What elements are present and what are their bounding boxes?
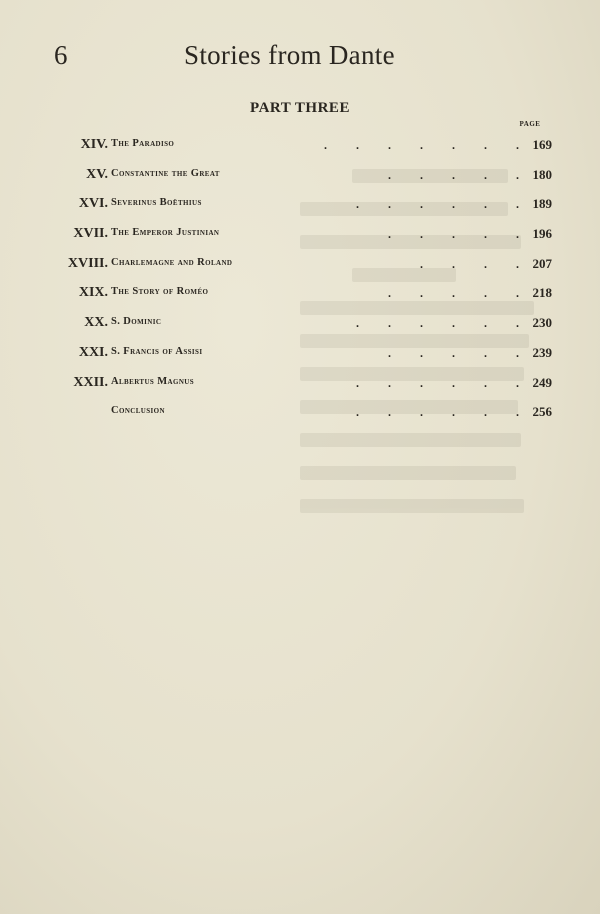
chapter-title: Severinus Boëthius: [111, 197, 202, 209]
chapter-title: The Story of Roméo: [111, 286, 209, 298]
chapter-numeral: XIV.: [80, 137, 108, 152]
chapter-numeral: XVII.: [73, 226, 108, 242]
chapter-title: The Paradiso: [111, 138, 175, 149]
page-ref: 239: [532, 344, 552, 360]
toc-entry: [0, 189, 600, 219]
dot-leader: . . . . . .: [356, 316, 520, 331]
chapter-title: Albertus Magnus: [111, 375, 195, 387]
page-ref: 218: [532, 285, 552, 301]
chapter-title: The Emperor Justinian: [111, 227, 220, 239]
dot-leader: . . . . . .: [356, 197, 520, 212]
chapter-numeral: XVI.: [78, 196, 108, 212]
dot-leader: . . . . .: [388, 345, 520, 360]
chapter-title: S. Dominic: [111, 316, 162, 328]
chapter-numeral: XXII.: [73, 374, 108, 390]
chapter-title: Conclusion: [111, 405, 165, 417]
chapter-numeral: XV.: [86, 166, 108, 182]
dot-leader: . . . . . .: [356, 375, 520, 390]
chapter-numeral: XX.: [84, 315, 108, 331]
dot-leader: . . . . .: [388, 167, 520, 182]
toc-entry: [0, 278, 600, 308]
toc-entry: [0, 308, 600, 338]
toc-entry: [0, 130, 600, 160]
toc-entry: [0, 368, 600, 398]
chapter-numeral: XXI.: [78, 344, 108, 360]
page-ref: 169: [532, 137, 552, 152]
chapter-title: Charlemagne and Roland: [111, 256, 233, 268]
page-header: [54, 40, 540, 80]
page-column-label: PAGE: [519, 120, 541, 128]
chapter-title: Constantine the Great: [111, 167, 220, 179]
dot-leader: . . . . .: [388, 286, 520, 301]
running-title: Stories from Dante: [184, 40, 395, 70]
page-ref: 249: [532, 374, 552, 390]
chapter-title: S. Francis of Assisi: [111, 345, 203, 357]
dot-leader: . . . . . . .: [324, 138, 520, 152]
page-ref: 230: [532, 315, 552, 331]
page-ref: 207: [532, 255, 552, 271]
page-ref: 180: [532, 166, 552, 182]
page-ref: 196: [532, 226, 552, 242]
table-of-contents: [0, 130, 600, 427]
toc-entry: [0, 219, 600, 249]
dot-leader: . . . . . .: [356, 405, 520, 420]
chapter-numeral: XVIII.: [67, 255, 108, 271]
toc-entry: [0, 397, 600, 427]
toc-entry: [0, 338, 600, 368]
chapter-numeral: XIX.: [78, 285, 108, 301]
dot-leader: . . . . .: [388, 227, 520, 242]
dot-leader: . . . .: [420, 256, 520, 271]
toc-entry: [0, 160, 600, 190]
page-ref: 189: [532, 196, 552, 212]
page-ref: 256: [532, 404, 552, 420]
part-heading: PART THREE: [250, 100, 350, 116]
toc-entry: [0, 249, 600, 279]
page-number: 6: [54, 40, 68, 70]
